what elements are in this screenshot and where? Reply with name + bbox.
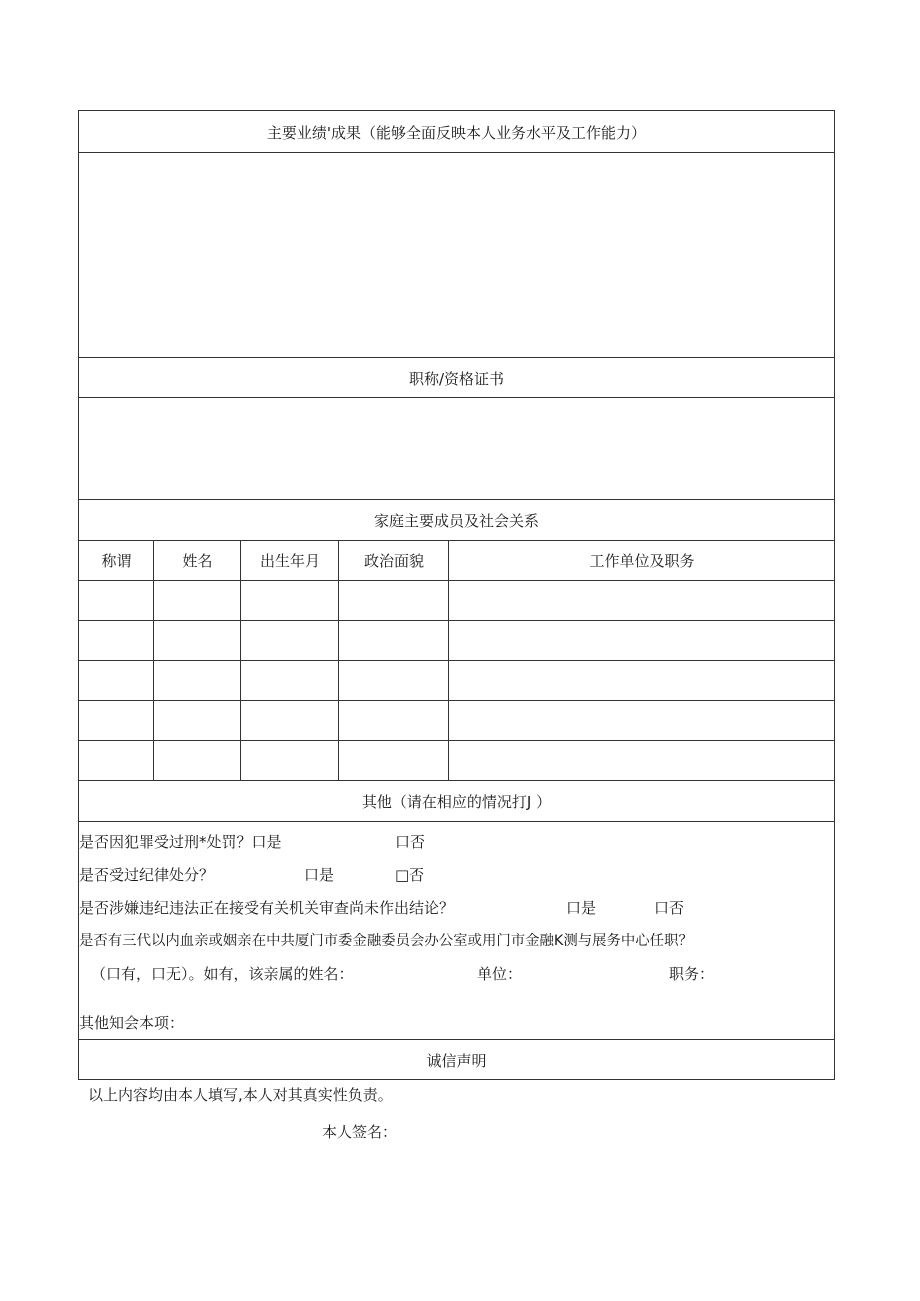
- table-cell[interactable]: [79, 621, 153, 660]
- table-cell[interactable]: [449, 701, 835, 740]
- relative-position-label: 职务：: [669, 965, 715, 983]
- family-title: 家庭主要成员及社会关系: [373, 512, 539, 530]
- table-cell[interactable]: [339, 701, 448, 740]
- table-cell[interactable]: [449, 741, 835, 780]
- table-cell[interactable]: [241, 581, 338, 620]
- question-criminal-record: 是否因犯罪受过刑*处罚？口是: [79, 833, 282, 851]
- divider: [79, 499, 834, 500]
- application-form-table: [78, 110, 835, 1080]
- checkbox-criminal-no[interactable]: 口否: [395, 833, 426, 851]
- divider: [79, 780, 834, 781]
- column-header-relation: 称谓: [101, 552, 132, 570]
- column-header-birth: 出生年月: [259, 552, 320, 570]
- column-divider: [153, 541, 154, 780]
- other-notes-label: 其他知会本项：: [79, 1014, 185, 1032]
- table-cell[interactable]: [154, 701, 240, 740]
- column-header-workplace: 工作单位及职务: [589, 552, 695, 570]
- qualifications-title: 职称/资格证书: [408, 370, 505, 388]
- table-cell[interactable]: [241, 621, 338, 660]
- column-header-name: 姓名: [182, 552, 213, 570]
- table-cell[interactable]: [339, 621, 448, 660]
- table-cell[interactable]: [449, 661, 835, 700]
- column-divider: [448, 541, 449, 780]
- declaration-statement: 以上内容均由本人填写,本人对其真实性负责。: [88, 1086, 393, 1104]
- checkbox-investigation-no[interactable]: 口否: [654, 899, 685, 917]
- divider: [79, 821, 834, 822]
- question-relatives-employed: 是否有三代以内血亲或姻亲在中共厦门市委金融委员会办公室或用门市金融K测与展务中心任职？: [79, 933, 693, 949]
- table-cell[interactable]: [79, 701, 153, 740]
- table-cell[interactable]: [241, 701, 338, 740]
- checkbox-disciplinary-no[interactable]: □否: [395, 866, 425, 884]
- table-cell[interactable]: [79, 741, 153, 780]
- column-header-political-status: 政治面貌: [363, 552, 424, 570]
- question-disciplinary-action: 是否受过纪律处分？: [79, 866, 215, 884]
- table-cell[interactable]: [154, 741, 240, 780]
- divider: [79, 357, 834, 358]
- column-divider: [338, 541, 339, 780]
- table-cell[interactable]: [449, 621, 835, 660]
- table-cell[interactable]: [449, 581, 835, 620]
- qualifications-input-area[interactable]: [79, 398, 834, 499]
- table-cell[interactable]: [154, 581, 240, 620]
- signature-label: 本人签名：: [322, 1123, 398, 1141]
- divider: [79, 540, 834, 541]
- divider: [79, 1039, 834, 1040]
- integrity-title: 诚信声明: [426, 1052, 487, 1070]
- column-divider: [240, 541, 241, 780]
- table-cell[interactable]: [154, 621, 240, 660]
- table-cell[interactable]: [79, 661, 153, 700]
- relatives-options-and-name[interactable]: （口有，口无）。如有，该亲属的姓名：: [91, 965, 354, 983]
- achievements-input-area[interactable]: [79, 153, 834, 357]
- table-cell[interactable]: [339, 741, 448, 780]
- other-title: 其他（请在相应的情况打J ）: [361, 793, 552, 811]
- relative-unit-label: 单位：: [477, 965, 523, 983]
- question-under-investigation: 是否涉嫌违纪违法正在接受有关机关审查尚未作出结论？: [79, 899, 455, 917]
- achievements-title: 主要业绩'成果（能够全面反映本人业务水平及工作能力）: [266, 124, 647, 142]
- checkbox-investigation-yes[interactable]: 口是: [566, 899, 597, 917]
- table-cell[interactable]: [339, 581, 448, 620]
- table-cell[interactable]: [154, 661, 240, 700]
- table-cell[interactable]: [241, 741, 338, 780]
- table-cell[interactable]: [79, 581, 153, 620]
- checkbox-disciplinary-yes[interactable]: 口是: [304, 866, 335, 884]
- table-cell[interactable]: [339, 661, 448, 700]
- table-cell[interactable]: [241, 661, 338, 700]
